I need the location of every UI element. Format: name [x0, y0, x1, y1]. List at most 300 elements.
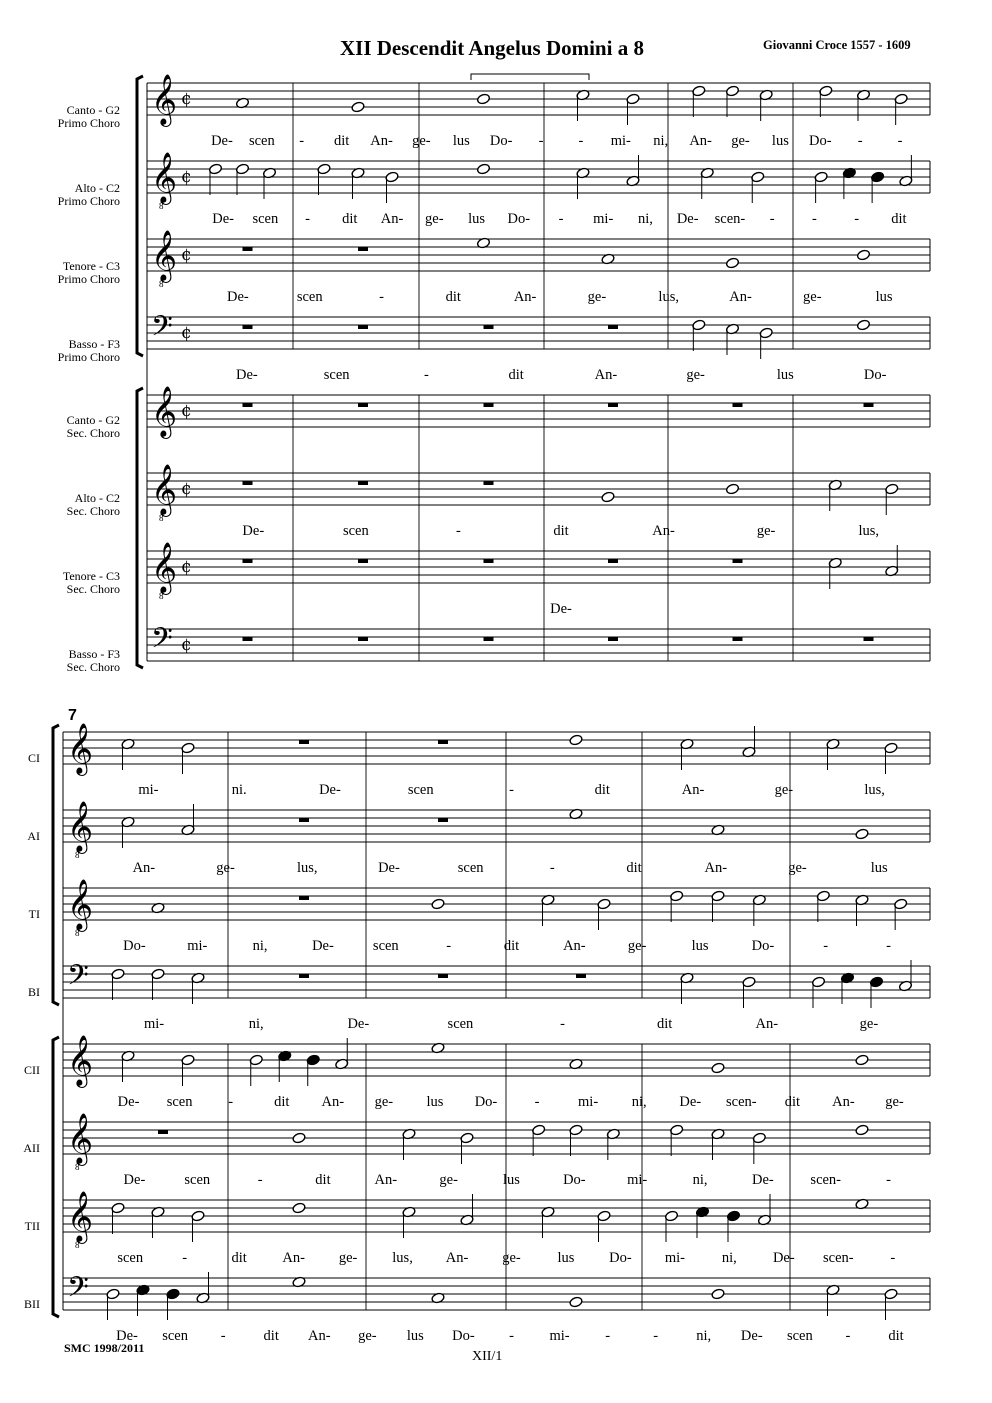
- lyric-syllable: ni,: [696, 1328, 712, 1344]
- lyric-syllable: ge-: [788, 860, 807, 876]
- octave-marker-icon: 8: [159, 591, 164, 601]
- lyric-syllable: ni,: [638, 211, 653, 227]
- lyric-syllable: -: [220, 1328, 226, 1344]
- whole-note-icon: [476, 93, 490, 105]
- page-number: XII/1: [472, 1349, 503, 1364]
- lyric-syllable: ge-: [374, 1094, 394, 1110]
- treble-clef-icon: 𝄞: [151, 230, 178, 281]
- lyric-syllable: An-: [652, 523, 675, 539]
- lyric-syllable: scen: [786, 1328, 813, 1344]
- lyric-syllable: -: [456, 523, 461, 539]
- whole-note-icon: [569, 1296, 583, 1308]
- whole-note-icon: [431, 898, 445, 910]
- lyric-syllable: -: [182, 1250, 188, 1266]
- whole-rest-icon: [484, 559, 494, 563]
- lyric-syllable: Do-: [751, 938, 775, 954]
- composer-credit: Giovanni Croce 1557 - 1609: [763, 38, 911, 52]
- lyric-syllable: ni,: [692, 1172, 708, 1188]
- bass-clef-icon: 𝄢: [67, 1271, 89, 1311]
- lyric-syllable: ni.: [231, 782, 247, 798]
- lyric-syllable: -: [538, 133, 544, 149]
- whole-note-icon: [855, 1054, 869, 1066]
- whole-note-icon: [725, 257, 739, 269]
- voice-label: Canto - G2 Primo Choro: [57, 103, 120, 130]
- octave-marker-icon: 8: [159, 513, 164, 523]
- voice-label-short: BI: [28, 985, 40, 999]
- lyric-syllable: mi-: [549, 1328, 570, 1344]
- lyric-syllable: lus,: [864, 782, 885, 798]
- cut-time-icon: ¢: [181, 89, 192, 109]
- lyric-syllable: An-: [513, 289, 537, 305]
- voice-label: Tenore - C3 Sec. Choro: [62, 569, 120, 596]
- lyric-syllable: ge-: [502, 1250, 521, 1266]
- voice-label-short: TI: [28, 907, 40, 921]
- lyric-syllable: De-: [740, 1328, 763, 1344]
- treble-clef-icon: 𝄞: [67, 801, 94, 852]
- quarter-note-icon: [306, 1054, 320, 1066]
- lyric-syllable: ni,: [248, 1016, 264, 1032]
- whole-rest-icon: [299, 818, 309, 822]
- lyric-syllable: De-: [123, 1172, 146, 1188]
- treble-clef-icon: 𝄞: [67, 1035, 94, 1086]
- lyric-syllable: An-: [563, 938, 586, 954]
- whole-rest-icon: [243, 403, 253, 407]
- quarter-note-icon: [871, 171, 885, 183]
- cut-time-icon: ¢: [181, 479, 192, 499]
- lyric-syllable: lus,: [658, 289, 679, 305]
- lyric-syllable: -: [299, 133, 305, 149]
- lyric-syllable: scen: [372, 938, 399, 954]
- half-note-icon: [111, 968, 125, 980]
- footer-copyright: SMC 1998/2011: [64, 1341, 145, 1355]
- lyric-syllable: -: [854, 211, 860, 227]
- lyric-syllable: lus: [503, 1172, 520, 1188]
- half-note-icon: [460, 1132, 474, 1144]
- whole-note-icon: [856, 319, 870, 331]
- cut-time-icon: ¢: [181, 245, 192, 265]
- lyric-syllable: ge-: [686, 367, 705, 383]
- half-note-icon: [814, 171, 828, 183]
- lyric-syllable: scen: [457, 860, 484, 876]
- whole-note-icon: [292, 1202, 306, 1214]
- half-note-icon: [626, 93, 640, 105]
- lyric-syllable: Do-: [123, 938, 146, 954]
- lyric-syllable: scen: [407, 782, 434, 798]
- cut-time-icon: ¢: [181, 557, 192, 577]
- lyric-syllable: ge-: [439, 1172, 458, 1188]
- lyric-syllable: scen-: [823, 1250, 854, 1266]
- lyric-syllable: Do-: [452, 1328, 475, 1344]
- whole-rest-icon: [608, 403, 618, 407]
- voice-label-short: CII: [24, 1063, 40, 1077]
- lyric-syllable: dit: [263, 1328, 279, 1344]
- half-note-icon: [670, 1124, 684, 1136]
- half-note-icon: [692, 319, 706, 331]
- whole-rest-icon: [733, 559, 743, 563]
- octave-marker-icon: 8: [75, 928, 80, 938]
- whole-rest-icon: [733, 403, 743, 407]
- choir-bracket: [53, 1037, 59, 1317]
- lyric-syllable: De-: [236, 367, 258, 383]
- half-note-icon: [711, 890, 725, 902]
- lyric-syllable: De-: [211, 133, 233, 149]
- lyric-syllable: ge-: [803, 289, 822, 305]
- lyric-syllable: ge-: [859, 1016, 879, 1032]
- lyric-syllable: lus,: [392, 1250, 413, 1266]
- lyric-syllable: -: [897, 133, 903, 149]
- whole-rest-icon: [484, 481, 494, 485]
- lyric-syllable: -: [845, 1328, 851, 1344]
- lyric-syllable: ge-: [425, 211, 444, 227]
- lyric-syllable: ge-: [756, 523, 776, 539]
- lyric-syllable: scen: [162, 1328, 188, 1344]
- half-note-icon: [759, 327, 773, 339]
- lyric-syllable: scen: [323, 367, 350, 383]
- lyric-syllable: -: [379, 289, 384, 305]
- whole-note-icon: [711, 1062, 725, 1074]
- whole-rest-icon: [576, 974, 586, 978]
- lyric-syllable: mi-: [578, 1094, 599, 1110]
- lyric-syllable: dit: [594, 782, 610, 798]
- half-note-icon: [816, 890, 830, 902]
- lyric-syllable: scen: [166, 1094, 193, 1110]
- voice-label-short: AII: [23, 1141, 40, 1155]
- lyric-syllable: ni,: [631, 1094, 647, 1110]
- half-note-icon: [385, 171, 399, 183]
- whole-note-icon: [292, 1132, 306, 1144]
- whole-note-icon: [856, 249, 870, 261]
- lyric-syllable: An-: [832, 1094, 855, 1110]
- measure-number: 7: [68, 707, 77, 724]
- lyric-syllable: ni,: [721, 1250, 737, 1266]
- whole-rest-icon: [484, 637, 494, 641]
- lyric-syllable: dit: [333, 133, 350, 149]
- whole-rest-icon: [484, 325, 494, 329]
- whole-rest-icon: [158, 1130, 168, 1134]
- whole-rest-icon: [484, 403, 494, 407]
- lyric-syllable: ge-: [587, 289, 607, 305]
- lyric-syllable: dit: [626, 860, 642, 876]
- voice-label: Alto - C2 Sec. Choro: [66, 491, 120, 518]
- lyric-syllable: Do-: [609, 1250, 632, 1266]
- lyric-syllable: dit: [274, 1094, 290, 1110]
- whole-rest-icon: [358, 403, 368, 407]
- lyric-syllable: ge-: [338, 1250, 358, 1266]
- half-note-icon: [106, 1288, 120, 1300]
- lyric-syllable: lus: [870, 860, 888, 876]
- lyric-syllable: -: [509, 782, 514, 798]
- half-note-icon: [670, 890, 684, 902]
- whole-rest-icon: [299, 740, 309, 744]
- lyric-syllable: De-: [752, 1172, 774, 1188]
- lyric-syllable: mi-: [138, 782, 159, 798]
- lyric-syllable: An-: [370, 133, 393, 149]
- lyric-syllable: lus,: [296, 860, 318, 876]
- octave-marker-icon: 8: [75, 1162, 80, 1172]
- whole-rest-icon: [299, 974, 309, 978]
- half-note-icon: [811, 976, 825, 988]
- half-note-icon: [208, 163, 222, 175]
- lyric-syllable: De-: [347, 1016, 370, 1032]
- half-note-icon: [181, 742, 195, 754]
- whole-rest-icon: [358, 637, 368, 641]
- lyric-syllable: -: [228, 1094, 234, 1110]
- lyric-syllable: lus: [468, 211, 485, 227]
- lyric-syllable: Do-: [808, 133, 832, 149]
- lyric-syllable: -: [558, 211, 564, 227]
- treble-clef-icon: 𝄞: [151, 464, 178, 515]
- cut-time-icon: ¢: [181, 635, 192, 655]
- lyric-syllable: An-: [594, 367, 618, 383]
- voice-label-short: TII: [24, 1219, 40, 1233]
- lyric-syllable: -: [653, 1328, 659, 1344]
- lyric-syllable: dit: [342, 211, 358, 227]
- lyric-syllable: mi-: [627, 1172, 648, 1188]
- half-note-icon: [692, 85, 706, 97]
- lyric-syllable: dit: [231, 1250, 247, 1266]
- whole-rest-icon: [243, 637, 253, 641]
- lyric-syllable: An-: [681, 782, 705, 798]
- lyric-syllable: -: [578, 133, 584, 149]
- lyric-syllable: De-: [550, 601, 572, 617]
- lyric-syllable: An-: [374, 1172, 398, 1188]
- whole-rest-icon: [243, 559, 253, 563]
- cut-time-icon: ¢: [181, 167, 192, 187]
- lyric-syllable: scen-: [725, 1094, 757, 1110]
- half-note-icon: [819, 85, 833, 97]
- whole-rest-icon: [608, 559, 618, 563]
- octave-marker-icon: 8: [159, 279, 164, 289]
- lyric-syllable: -: [769, 211, 775, 227]
- lyric-syllable: lus: [691, 938, 709, 954]
- lyric-syllable: -: [605, 1328, 611, 1344]
- treble-clef-icon: 𝄞: [67, 1191, 94, 1242]
- lyric-syllable: lus: [875, 289, 893, 305]
- lyric-syllable: De-: [312, 938, 334, 954]
- half-note-icon: [317, 163, 331, 175]
- half-note-icon: [885, 483, 899, 495]
- lyric-syllable: -: [305, 211, 311, 227]
- choir-bracket: [53, 725, 59, 1005]
- lyric-syllable: mi-: [664, 1250, 685, 1266]
- half-note-icon: [597, 898, 611, 910]
- whole-note-icon: [351, 101, 365, 113]
- lyric-syllable: scen-: [810, 1172, 842, 1188]
- whole-rest-icon: [438, 740, 448, 744]
- lyric-syllable: scen: [447, 1016, 474, 1032]
- lyric-syllable: Do-: [474, 1094, 498, 1110]
- lyric-syllable: An-: [380, 211, 404, 227]
- whole-note-icon: [476, 163, 490, 175]
- lyric-syllable: An-: [755, 1016, 779, 1032]
- whole-note-icon: [569, 734, 583, 746]
- lyric-syllable: dit: [891, 211, 907, 227]
- half-note-icon: [894, 898, 908, 910]
- voice-label-short: CI: [28, 751, 40, 765]
- lyric-syllable: An-: [282, 1250, 305, 1266]
- quarter-note-icon: [166, 1288, 180, 1300]
- choir-bracket: [137, 388, 143, 668]
- lyric-syllable: lus: [557, 1250, 575, 1266]
- half-note-icon: [751, 171, 765, 183]
- half-note-icon: [597, 1210, 611, 1222]
- lyric-syllable: An-: [307, 1328, 331, 1344]
- lyric-syllable: dit: [888, 1328, 904, 1344]
- lyric-syllable: scen: [296, 289, 323, 305]
- quarter-note-icon: [869, 976, 883, 988]
- half-note-icon: [181, 1054, 195, 1066]
- lyric-syllable: De-: [679, 1094, 702, 1110]
- cut-time-icon: ¢: [181, 401, 192, 421]
- treble-clef-icon: 𝄞: [151, 74, 178, 125]
- lyric-syllable: dit: [657, 1016, 673, 1032]
- lyric-syllable: An-: [445, 1250, 469, 1266]
- half-note-icon: [664, 1210, 678, 1222]
- bass-clef-icon: 𝄢: [67, 959, 89, 999]
- lyric-syllable: ge-: [885, 1094, 904, 1110]
- lyric-syllable: mi-: [610, 133, 631, 149]
- whole-rest-icon: [608, 325, 618, 329]
- lyric-syllable: scen: [342, 523, 369, 539]
- lyric-syllable: scen: [184, 1172, 211, 1188]
- lyric-syllable: ni,: [252, 938, 268, 954]
- score-title: XII Descendit Angelus Domini a 8: [340, 36, 644, 60]
- lyric-syllable: An-: [729, 289, 752, 305]
- whole-note-icon: [601, 491, 615, 503]
- lyric-syllable: -: [446, 938, 452, 954]
- lyric-syllable: scen-: [714, 211, 746, 227]
- lyric-syllable: lus: [406, 1328, 424, 1344]
- lyric-syllable: De-: [676, 211, 699, 227]
- voice-label-short: BII: [24, 1297, 40, 1311]
- lyric-syllable: -: [811, 211, 817, 227]
- lyric-syllable: -: [509, 1328, 514, 1344]
- lyric-syllable: scen: [252, 211, 279, 227]
- lyric-syllable: Do-: [489, 133, 513, 149]
- lyric-syllable: De-: [212, 211, 234, 227]
- lyric-syllable: An-: [689, 133, 712, 149]
- half-note-icon: [752, 1132, 766, 1144]
- octave-marker-icon: 8: [159, 201, 164, 211]
- lyric-syllable: Do-: [563, 1172, 586, 1188]
- lyric-syllable: -: [857, 133, 863, 149]
- octave-marker-icon: 8: [75, 850, 80, 860]
- half-note-icon: [569, 1124, 583, 1136]
- half-note-icon: [235, 163, 249, 175]
- lyric-syllable: Do-: [863, 367, 887, 383]
- octave-marker-icon: 8: [75, 1240, 80, 1250]
- whole-rest-icon: [608, 637, 618, 641]
- lyric-syllable: dit: [508, 367, 524, 383]
- lyric-syllable: An-: [704, 860, 728, 876]
- lyric-syllable: De-: [227, 289, 249, 305]
- cut-time-icon: ¢: [181, 323, 192, 343]
- lyric-syllable: dit: [315, 1172, 331, 1188]
- treble-clef-icon: 𝄞: [67, 723, 94, 774]
- whole-rest-icon: [358, 325, 368, 329]
- lyric-syllable: De-: [319, 782, 341, 798]
- half-note-icon: [191, 1210, 205, 1222]
- lyric-syllable: scen: [248, 133, 275, 149]
- voice-label: Canto - G2 Sec. Choro: [66, 413, 120, 440]
- whole-rest-icon: [733, 637, 743, 641]
- lyric-syllable: -: [560, 1016, 565, 1032]
- half-note-icon: [884, 742, 898, 754]
- lyric-syllable: De-: [117, 1094, 140, 1110]
- lyric-syllable: ge-: [358, 1328, 377, 1344]
- whole-rest-icon: [299, 896, 309, 900]
- whole-note-icon: [855, 1124, 869, 1136]
- lyric-syllable: ge-: [216, 860, 235, 876]
- voice-label: Alto - C2 Primo Choro: [57, 181, 120, 208]
- lyric-syllable: De-: [242, 523, 265, 539]
- lyric-syllable: De-: [116, 1328, 138, 1344]
- lyric-syllable: ge-: [627, 938, 647, 954]
- whole-rest-icon: [243, 325, 253, 329]
- lyric-syllable: -: [549, 860, 555, 876]
- lyric-syllable: lus: [426, 1094, 444, 1110]
- lyric-syllable: An-: [321, 1094, 345, 1110]
- lyric-syllable: lus: [771, 133, 789, 149]
- lyric-syllable: De-: [378, 860, 400, 876]
- lyric-syllable: dit: [445, 289, 461, 305]
- lyric-syllable: lus: [452, 133, 470, 149]
- lyric-syllable: -: [823, 938, 829, 954]
- lyric-syllable: ni,: [653, 133, 669, 149]
- lyric-syllable: -: [886, 1172, 891, 1188]
- whole-rest-icon: [358, 247, 368, 251]
- quarter-note-icon: [726, 1210, 740, 1222]
- lyric-syllable: dit: [553, 523, 569, 539]
- choir-bracket: [137, 76, 143, 356]
- lyric-syllable: dit: [784, 1094, 800, 1110]
- treble-clef-icon: 𝄞: [67, 879, 94, 930]
- whole-note-icon: [711, 1288, 725, 1300]
- lyric-syllable: ge-: [731, 133, 750, 149]
- half-note-icon: [249, 1054, 263, 1066]
- lyric-syllable: lus: [776, 367, 794, 383]
- lyric-syllable: -: [534, 1094, 540, 1110]
- lyric-syllable: -: [257, 1172, 263, 1188]
- treble-clef-icon: 𝄞: [151, 386, 178, 437]
- whole-rest-icon: [438, 818, 448, 822]
- lyric-syllable: An-: [132, 860, 156, 876]
- treble-clef-icon: 𝄞: [151, 152, 178, 203]
- lyric-syllable: dit: [503, 938, 520, 954]
- lyric-syllable: ge-: [412, 133, 431, 149]
- whole-note-icon: [725, 483, 739, 495]
- bass-clef-icon: 𝄢: [151, 622, 173, 662]
- lyric-syllable: lus,: [858, 523, 879, 539]
- lyric-syllable: mi-: [143, 1016, 165, 1032]
- whole-note-icon: [855, 828, 869, 840]
- half-note-icon: [725, 85, 739, 97]
- whole-rest-icon: [438, 974, 448, 978]
- lyric-syllable: -: [886, 938, 891, 954]
- voice-label: Basso - F3 Sec. Choro: [66, 647, 120, 674]
- lyric-syllable: mi-: [187, 938, 208, 954]
- half-note-icon: [111, 1202, 125, 1214]
- lyric-syllable: mi-: [593, 211, 614, 227]
- lyric-syllable: De-: [772, 1250, 795, 1266]
- lyric-syllable: -: [890, 1250, 896, 1266]
- whole-rest-icon: [864, 403, 874, 407]
- voice-label: Tenore - C3 Primo Choro: [57, 259, 120, 286]
- treble-clef-icon: 𝄞: [67, 1113, 94, 1164]
- whole-rest-icon: [358, 559, 368, 563]
- whole-rest-icon: [243, 481, 253, 485]
- whole-rest-icon: [358, 481, 368, 485]
